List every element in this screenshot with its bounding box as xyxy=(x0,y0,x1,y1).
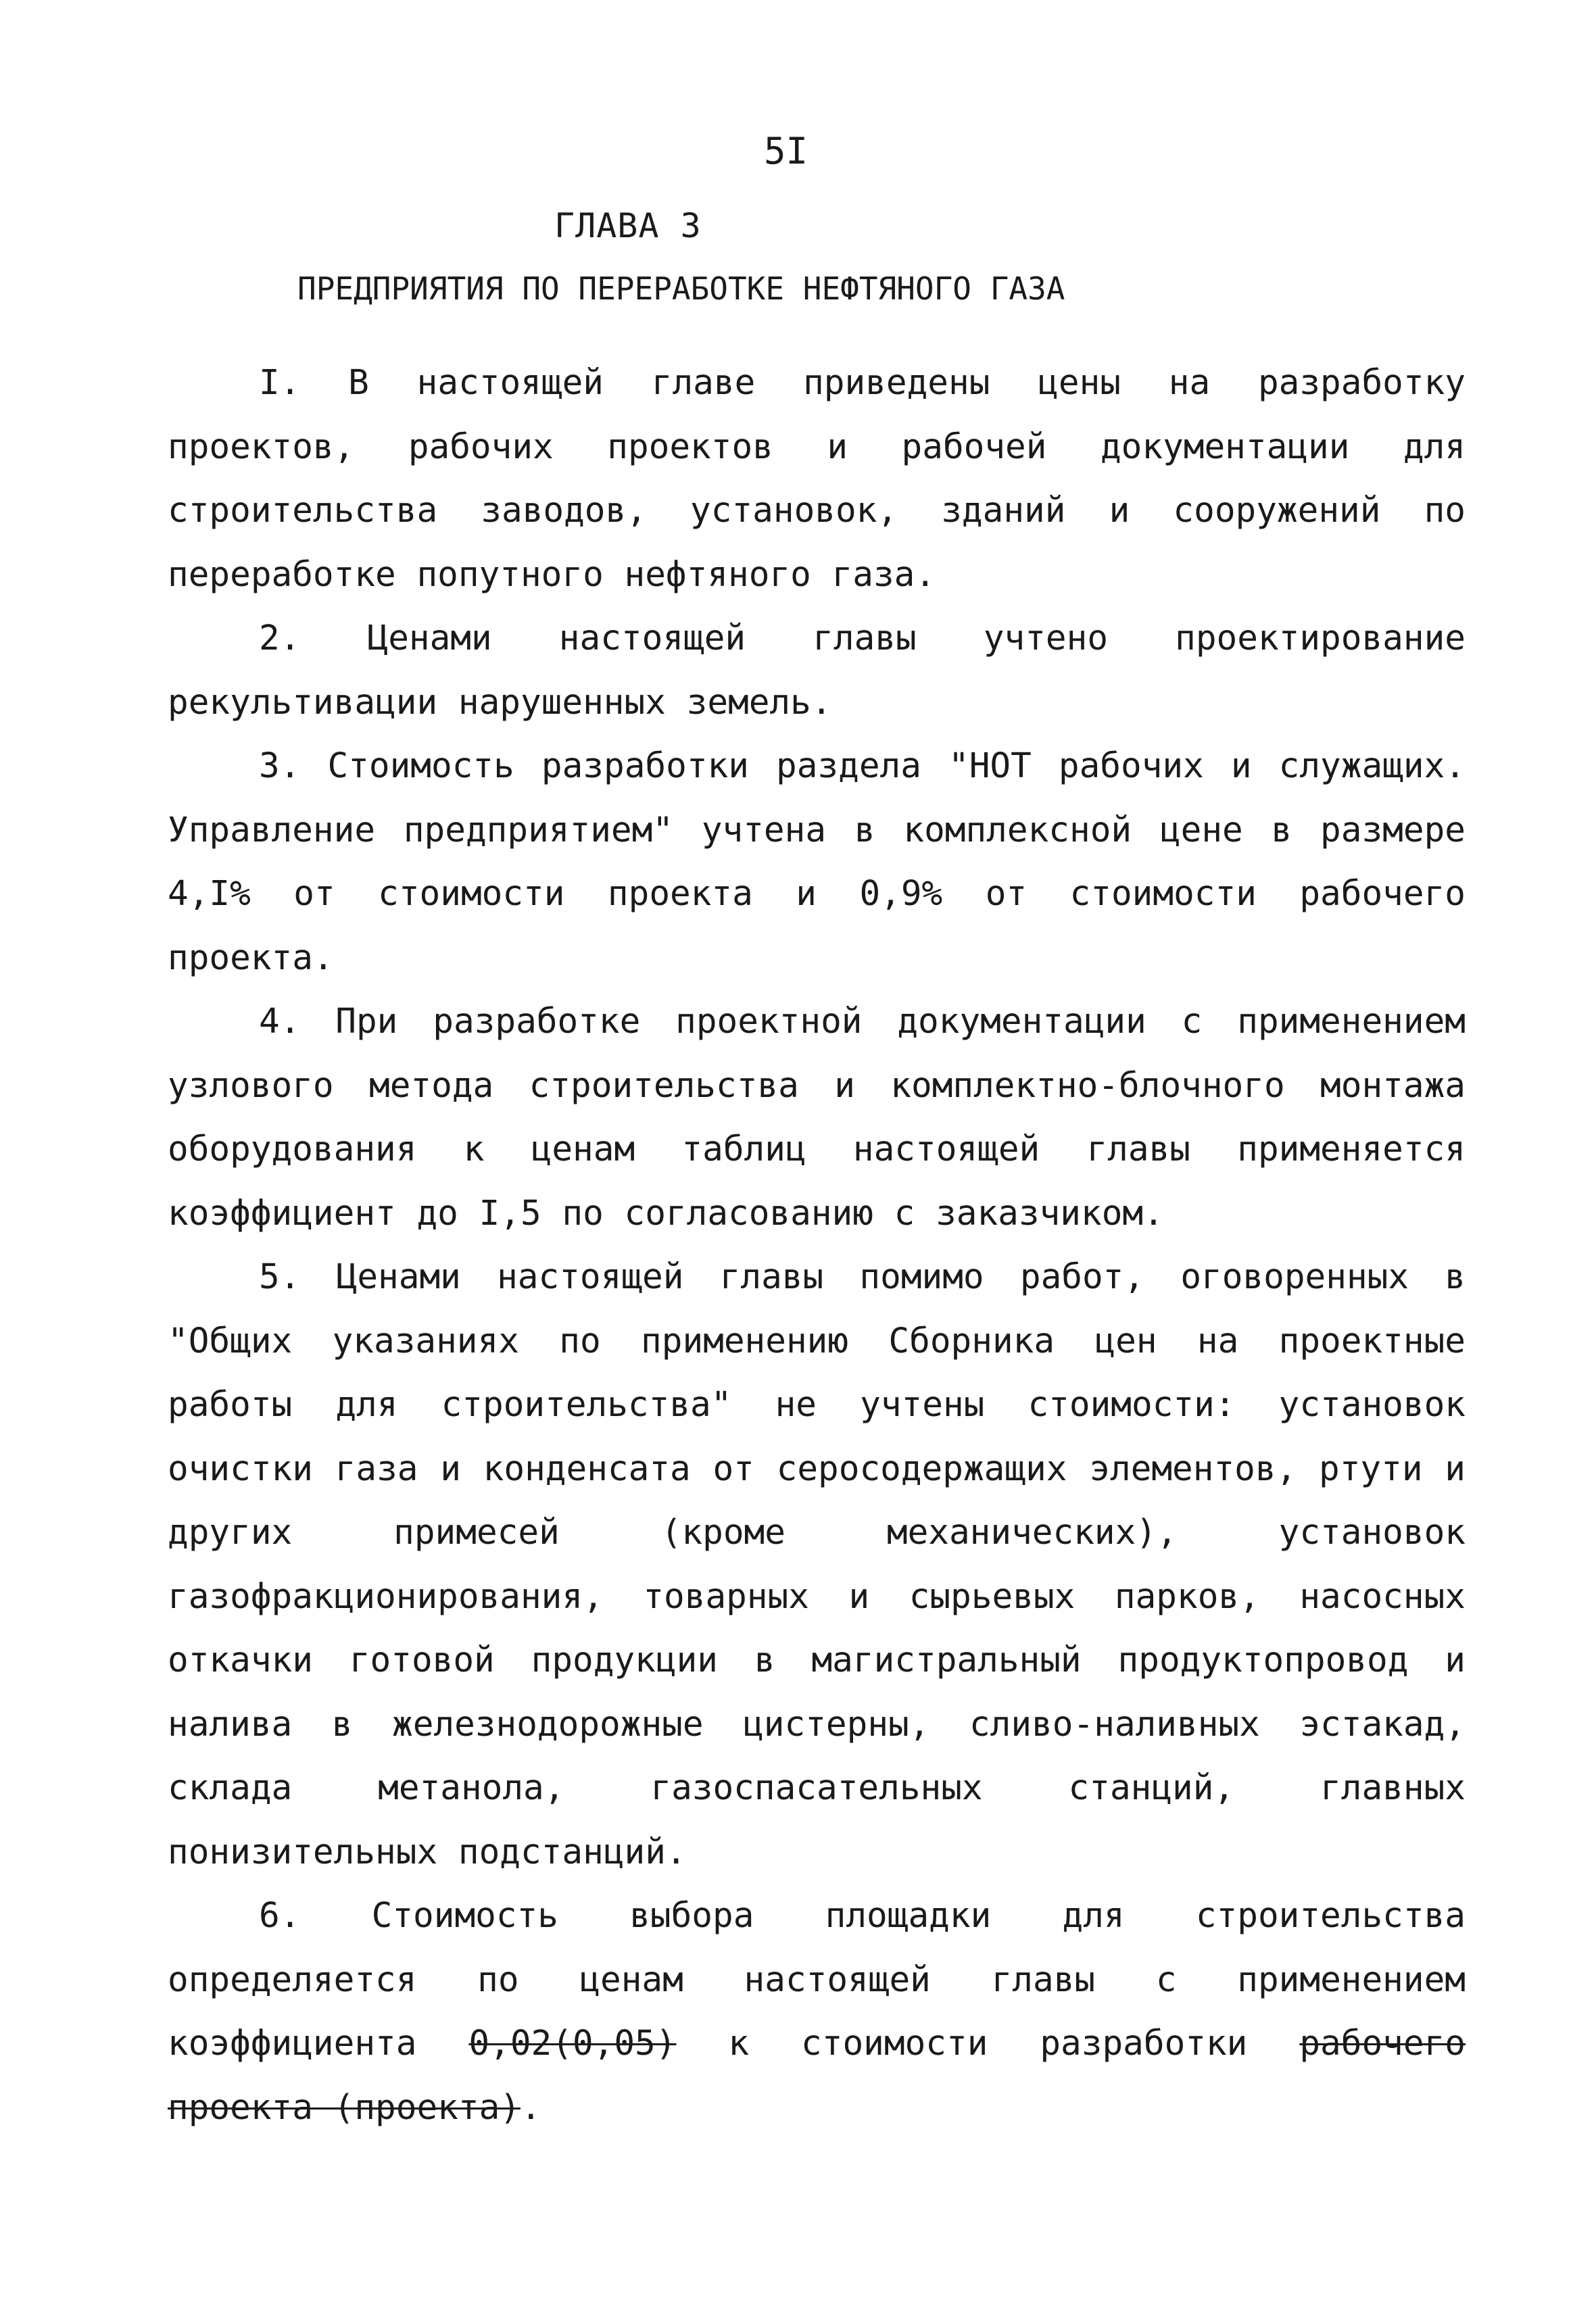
struck-coefficient: 0,02(0,05) xyxy=(468,2024,677,2064)
paragraph-6-text-3: . xyxy=(520,2087,541,2128)
paragraph-3: 3. Стоимость разработки раздела "НОТ рабочих и служащих. Управление предприятием" учтена в комплексной цене в размере 4,I% от стоимости проекта и 0,9% от стоимости рабочего проекта. xyxy=(168,746,1466,978)
chapter-subtitle: ПРЕДПРИЯТИЯ ПО ПЕРЕРАБОТКЕ НЕФТЯНОГО ГАЗА xyxy=(297,270,1065,307)
page-number: 5I xyxy=(764,130,808,172)
paragraph-6 xyxy=(168,1884,1466,2140)
paragraph-6-text-2: к стоимости разработки xyxy=(676,2024,1300,2064)
paragraph-6-text-1: 6. Стоимость выбора площадки для строительства определяется по ценам настоящей главы с применением коэффициента xyxy=(168,1896,1466,2064)
paragraph-1: I. В настоящей главе приведены цены на разработку проектов, рабочих проектов и рабочей документации для строительства заводов, установок, зданий и сооружений по переработке попутного нефтяного газа. xyxy=(168,363,1466,595)
paragraph-5: 5. Ценами настоящей главы помимо работ, оговоренных в "Общих указаниях по применению Сборника цен на проектные работы для строительства" не учтены стоимости: установок очистки газа и конденсата от серосодержащих элементов, ртути и других примесей (кроме механических), установок газофракционирования, товарных и сырьевых парков, насосных откачки готовой продукции в магистральный продуктопровод и налива в железнодорожные цистерны, сливо-наливных эстакад, склада метанола, газоспасательных станций, главных понизительных подстанций. xyxy=(168,1257,1466,1872)
struck-project-type: рабочего проекта (проекта) xyxy=(168,2024,1466,2128)
body-text xyxy=(168,351,1466,2140)
paragraph-4: 4. При разработке проектной документации с применением узлового метода строительства и комплектно-блочного монтажа оборудования к ценам таблиц настоящей главы применяется коэффициент до I,5 по согласованию с заказчиком. xyxy=(168,1002,1466,1234)
paragraph-2: 2. Ценами настоящей главы учтено проектирование рекультивации нарушенных земель. xyxy=(168,618,1466,723)
chapter-title: ГЛАВА 3 xyxy=(554,206,702,245)
